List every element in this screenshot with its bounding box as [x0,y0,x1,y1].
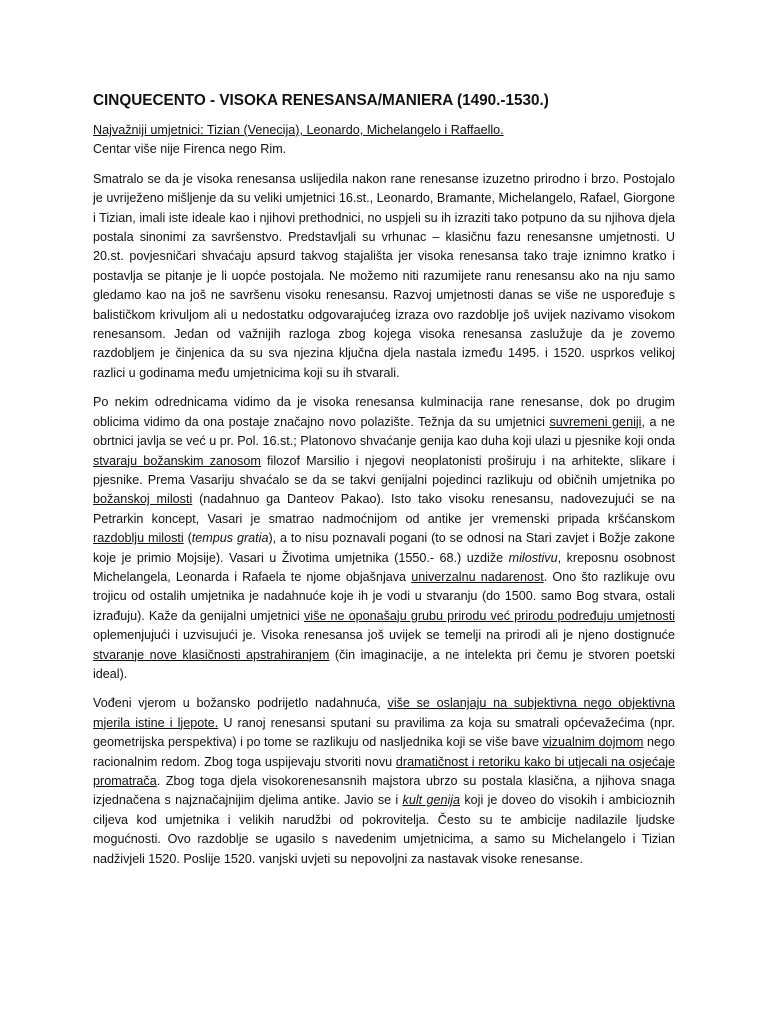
text-segment: Po nekim odrednicama vidimo da je visoka renesansa kulminacija rane renesanse, dok po drugim oblicima vidimo da ona postaje značajno novo polazište. Težnja da su umjetnici [93,395,675,429]
underlined-phrase: razdoblju milosti [93,531,184,546]
underlined-phrase: dramatičnost i retoriku kako bi utjecali na osjećaje promatrača [93,754,675,788]
page-title: CINQUECENTO - VISOKA RENESANSA/MANIERA (1490.-1530.) [93,92,549,109]
document-page [93,90,675,879]
text-segment: ( [183,531,192,546]
text-segment: filozof Marsilio i njegovi neoplatonisti proširuju i na arhitekte, slikare i pjesnike. Prema Vasariju shvaćalo se da se takvi genijalni pojedinci razlikuju od običnih umjetnika po [93,453,675,487]
intro-block [93,121,675,160]
text-segment: , a ne obrtnici javlja se već u pr. Pol. 16.st.; Platonovo shvaćanje genija kao duha koji ulazi u pjesnike koji onda [93,414,676,449]
text-segment: oplemenjujući i uzvisujući je. Visoka renesansa još uvijek se temelji na prirodi ali je njeno dostignuće [93,628,675,643]
text-segment: , kreposnu osobnost Michelangela, Leonarda i Rafaela te njome objašnjava [93,550,675,584]
underlined-phrase: suvremeni geniji [549,414,642,429]
underlined-phrase: univerzalnu nadarenost [411,569,544,584]
italic-phrase: milostivu [508,550,558,565]
paragraph-1: Smatralo se da je visoka renesansa uslijedila nakon rane renesanse izuzetno prirodno i brzo. Postojalo je uvriježeno mišljenje da su veliki umjetnici 16.st., Leonardo, Bramante, Michelangelo, Rafael, Giorgone i Tizian, imali iste ideale kao i njihovi prethodnici, no uspjeli su ih izraziti tako potpuno da su njihova djela postala sinonimi za savršenstvo. Predstavljali su vrhunac – klasičnu fazu renesansne umjetnosti. U 20.st. povjesničari shvaćaju apsurd takvog stajališta jer visoka renesansa tako traje iznimno kratko i postavlja se pitanje je li uopće postojala. Ne možemo niti razumijete ranu renesansu ako na nju samo gledamo kao na još ne savršenu visoku renesansu. Razvoj umjetnosti danas se više ne uspoređuje s balističkom krivuljom ali u nedostatku odgovarajućeg izraza ovo razdoblje još uvijek nazivamo visokom renesansom. Jedan od važnijih razloga zbog kojega visoka renesansa zaslužuje da je zovemo razdobljem je činjenica da su sva njezina ključna djela nastala između 1495. i 1520. usprkos velikoj razlici u godinama među umjetnicima koji su ih stvarali. [93,171,675,380]
underlined-phrase: božanskoj milosti [93,492,193,507]
underlined-phrase: više ne oponašaju grubu prirodu već prirodu podređuju umjetnosti [303,608,675,623]
text-segment: . Ono što razlikuje ovu trojicu od ostalih umjetnika je nadahnuće koje ih je vodi u stvaranju (do 1500. samo Bog stvara, ostali izrađuju). Kaže da genijalni umjetnici [93,569,675,623]
underlined-phrase: stvaraju božanskim zanosom [93,453,261,468]
text-segment: . Zbog toga djela visokorenesansnih majstora ubrzo su postala klasična, a njihova snaga izjednačena s najznačajnijim djelima antike. Javio se i [93,774,675,808]
paragraph-2 [93,393,675,684]
text-segment: (čin imaginacije, a ne intelekta pri čemu je stvoren poetski ideal). [93,647,675,681]
text-segment: nego racionalnim redom. Zbog toga uspijevaju stvoriti novu [93,735,676,769]
text-segment: (nadahnuo ga Danteov Pakao). Isto tako visoku renesansu, nadovezujući se na Petrarkin koncept, Vasari je smatrao nadmoćnijom od antike jer vremenski pripada kršćanskom [93,492,675,526]
underlined-phrase: više se oslanjaju na subjektivna nego objektivna mjerila istine i ljepote. [93,696,676,730]
underlined-phrase: stvaranje nove klasičnosti apstrahiranjem [93,647,330,662]
center-line: Centar više nije Firenca nego Rim. [93,142,287,157]
text-segment: koji je doveo do visokih i ambicioznih ciljeva kod umjetnika i velikih narudžbi od pokrovitelja. Često su te ambicije nadilazile ljudske mogućnosti. Ovo razdoblje se ugasilo s navedenim umjetnicima, a samo su Michelangelo i Tizian nadživjeli 1520. Poslije 1520. vanjski uvjeti su nepovoljni za nastavak visoke renesanse. [93,793,675,866]
underlined-phrase: vizualnim dojmom [542,735,644,750]
key-artists-line: Najvažniji umjetnici: Tizian (Venecija), Leonardo, Michelangelo i Raffaello. [93,123,504,137]
paragraph-3 [93,694,675,869]
underlined-italic-phrase: kult genija [402,793,461,808]
italic-phrase: tempus gratia [191,531,269,546]
text-segment: U ranoj renesansi sputani su pravilima za koja su smatrali općevažećima (npr. geometrijska perspektiva) i po tome se razlikuju od nasljednika koji se više bave [93,715,675,750]
text-segment: Vođeni vjerom u božansko podrijetlo nadahnuća, [93,696,388,711]
text-segment: ), a to nisu poznavali pogani (to se odnosi na Stari zavjet i Božje zakone koje je primio Mojsije). Vasari u Životima umjetnika (1550.- 68.) uzdiže [93,531,675,565]
